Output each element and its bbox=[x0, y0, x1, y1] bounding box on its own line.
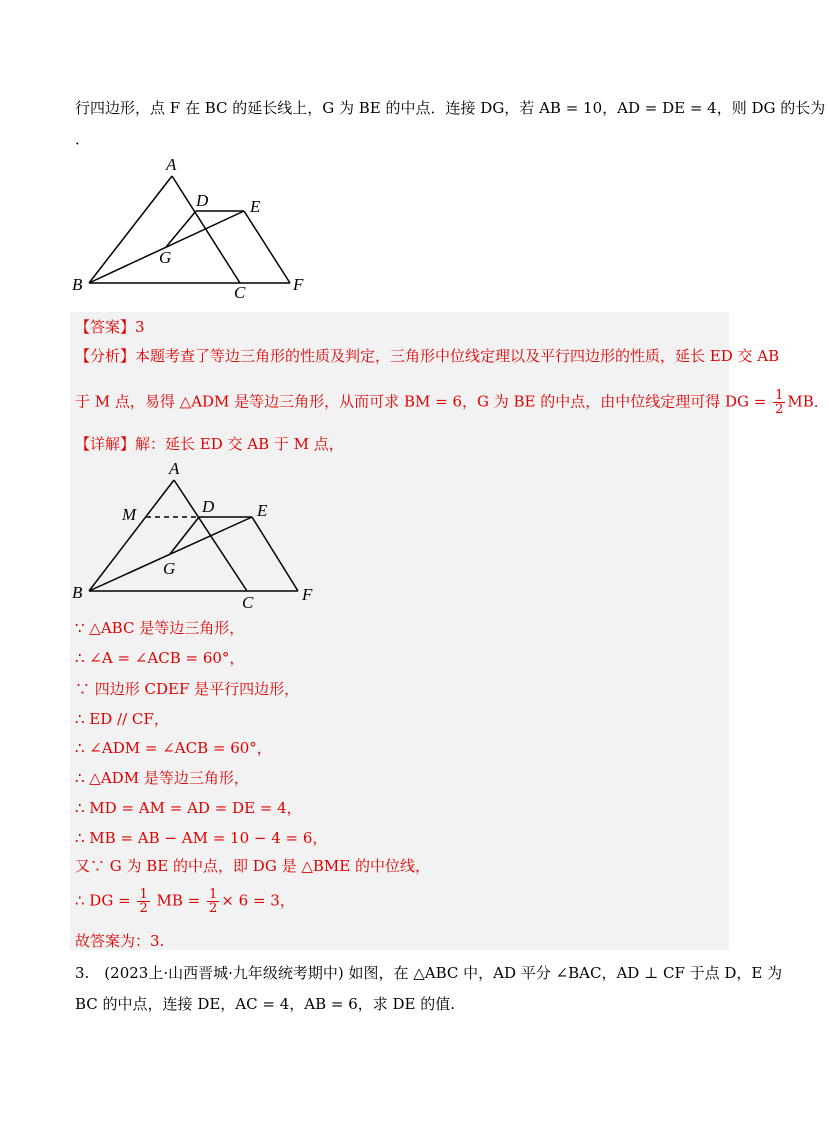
label2-F: F bbox=[302, 585, 313, 604]
answer-label: 【答案】3 bbox=[75, 318, 145, 336]
problem2-line1: 行四边形，点 F 在 BC 的延长线上，G 为 BE 的中点．连接 DG，若 AB = 10，AD = DE = 4，则 DG 的长为 bbox=[75, 99, 826, 117]
problem3-line2: BC 的中点，连接 DE，AC = 4，AB = 6，求 DE 的值. bbox=[75, 995, 456, 1013]
step-8: ∴ MB = AB − AM = 10 − 4 = 6， bbox=[75, 829, 328, 847]
step-5: ∴ ∠ADM = ∠ACB = 60°， bbox=[75, 739, 272, 757]
step-2: ∴ ∠A = ∠ACB = 60°， bbox=[75, 649, 245, 667]
label2-B: B bbox=[72, 583, 83, 602]
problem3-line1: 3. (2023上·山西晋城·九年级统考期中) 如图，在 △ABC 中，AD 平分 ∠BAC，AD ⊥ CF 于点 D，E 为 bbox=[75, 964, 783, 982]
label2-M: M bbox=[122, 505, 137, 524]
label2-E: E bbox=[257, 501, 268, 520]
figure-1 bbox=[60, 150, 340, 300]
label-A: A bbox=[166, 155, 177, 174]
label2-A: A bbox=[169, 459, 180, 478]
label2-D: D bbox=[202, 497, 215, 516]
analysis-line2: 于 M 点，易得 △ADM 是等边三角形，从而可求 BM = 6，G 为 BE 的中点，由中位线定理可得 DG = $\frac{1}{2}$ MB． bbox=[75, 388, 829, 417]
label-G: G bbox=[159, 248, 172, 267]
figure-2 bbox=[60, 458, 350, 618]
label-D: D bbox=[196, 191, 209, 210]
problem2-line2: ． bbox=[75, 130, 91, 148]
fraction-half-1: $\frac{1}{2}$ bbox=[139, 887, 148, 916]
label-F: F bbox=[293, 275, 304, 294]
label2-C: C bbox=[242, 593, 254, 612]
fraction-half: $\frac{1}{2}$ bbox=[775, 388, 784, 417]
fraction-half-2: $\frac{1}{2}$ bbox=[209, 887, 218, 916]
label-C: C bbox=[234, 283, 246, 302]
conclusion: 故答案为：3. bbox=[75, 932, 165, 950]
analysis-line1: 【分析】本题考查了等边三角形的性质及判定，三角形中位线定理以及平行四边形的性质，延长 ED 交 AB bbox=[75, 347, 780, 365]
analysis-text: 于 M 点，易得 △ADM 是等边三角形，从而可求 BM = 6，G 为 BE 的中点，由中位线定理可得 DG = bbox=[75, 392, 767, 411]
step-3: ∵ 四边形 CDEF 是平行四边形， bbox=[75, 680, 300, 698]
step-7: ∴ MD = AM = AD = DE = 4， bbox=[75, 799, 302, 817]
label2-G: G bbox=[163, 559, 176, 578]
step-1: ∵ △ABC 是等边三角形， bbox=[75, 619, 245, 637]
label-E: E bbox=[250, 197, 261, 216]
step-9: 又∵ G 为 BE 的中点，即 DG 是 △BME 的中位线， bbox=[75, 857, 430, 875]
step-6: ∴ △ADM 是等边三角形， bbox=[75, 769, 249, 787]
step-final: ∴ DG = $\frac{1}{2}$ MB = $\frac{1}{2}$ × 6 = 3， bbox=[75, 887, 295, 916]
detail-intro: 【详解】解：延长 ED 交 AB 于 M 点， bbox=[75, 435, 344, 453]
step-4: ∴ ED // CF， bbox=[75, 710, 169, 728]
label-B: B bbox=[72, 275, 83, 294]
